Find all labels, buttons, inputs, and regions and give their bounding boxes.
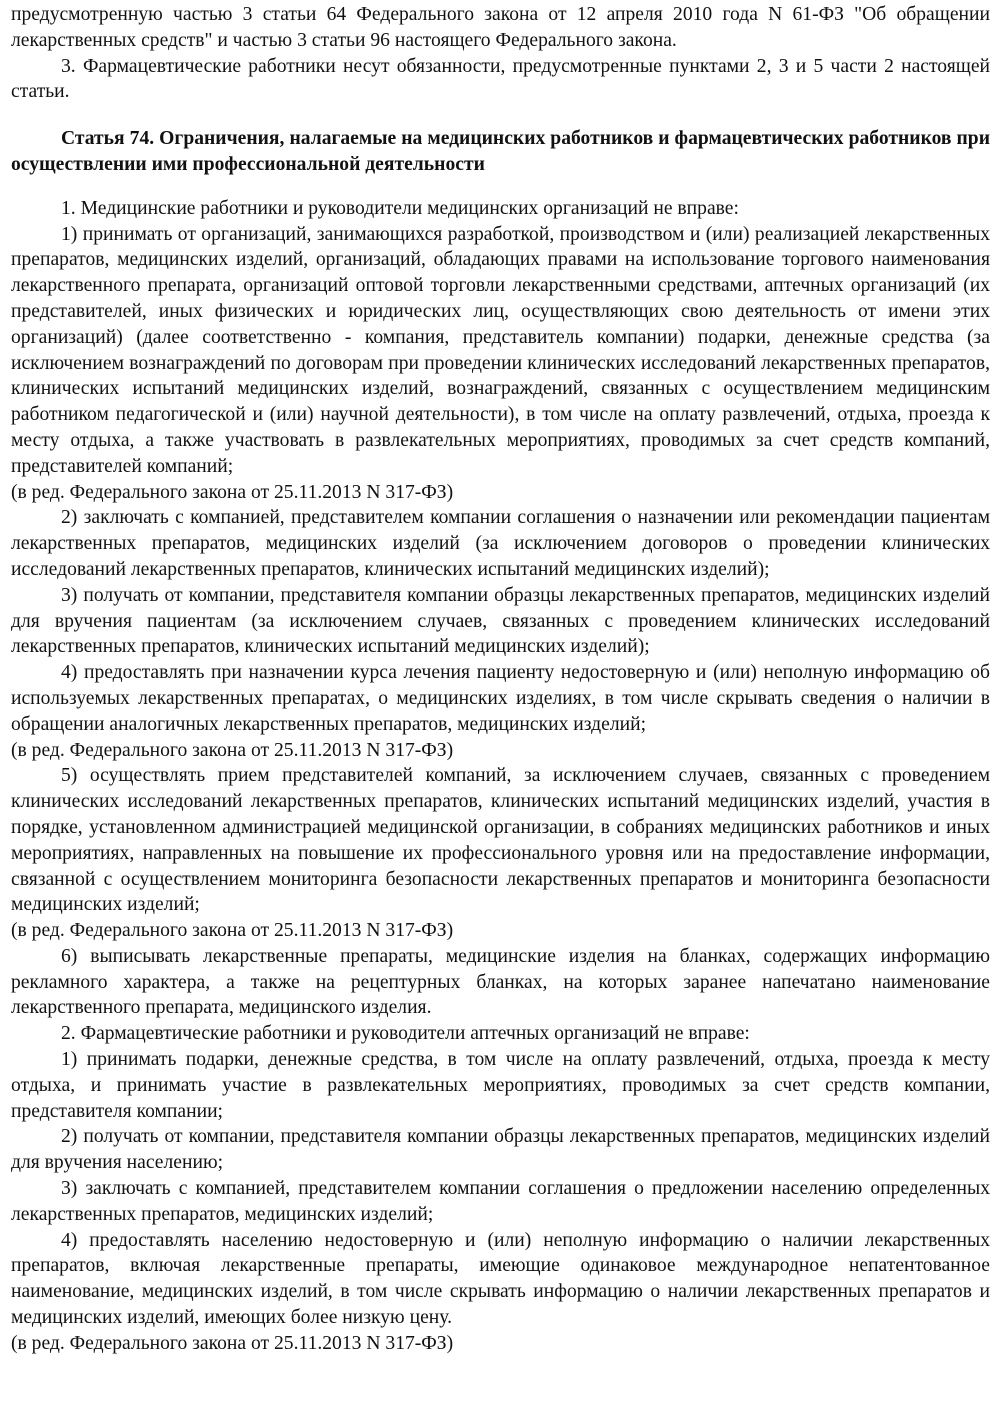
paragraph-continuation: предусмотренную частью 3 статьи 64 Федерального закона от 12 апреля 2010 года N 61-ФЗ "Об обращении лекарственных средств" и частью 3 статьи 96 настоящего Федерального закона. [11,4,990,51]
paragraph-item-1: 1) принимать от организаций, занимающихся разработкой, производством и (или) реализацией лекарственных препаратов, медицинских изделий, организаций, обладающих правами на использование торгового наименования лекарственного препарата, организаций оптовой торговли лекарственными средствами, аптечных организаций (их представителей, иных физических и юридических лиц, осуществляющих свою деятельность от имени этих организаций) (далее соответственно - компания, представитель компании) подарки, денежные средства (за исключением вознаграждений по договорам при проведении клинических исследований лекарственных препаратов, клинических испытаний медицинских изделий, вознаграждений, связанных с осуществлением медицинским работником педагогической и (или) научной деятельности), в том числе на оплату развлечений, отдыха, проезда к месту отдыха, а также участвовать в развлекательных мероприятиях, проводимых за счет средств компаний, представителей компаний; [11,223,990,477]
paragraph-part-1-intro: 1. Медицинские работники и руководители медицинских организаций не вправе: [61,197,739,219]
paragraph-item-5: 5) осуществлять прием представителей компаний, за исключением случаев, связанных с проведением клинических исследований лекарственных препаратов, клинических испытаний медицинских изделий, участия в порядке, установленном администрацией медицинской организации, в собраниях медицинских работников и иных мероприятиях, направленных на повышение их профессионального уровня или на предоставление информации, связанной с осуществлением мониторинга безопасности лекарственных препаратов и мониторинга безопасности медицинских изделий; [11,765,990,916]
article-heading: Статья 74. Ограничения, налагаемые на медицинских работников и фармацевтических работников при осуществлении ими профессиональной деятельности [11,128,990,175]
amendment-note: (в ред. Федерального закона от 25.11.2013 N 317-ФЗ) [11,739,454,761]
paragraph-item-6: 6) выписывать лекарственные препараты, медицинские изделия на бланках, содержащих информацию рекламного характера, а также на рецептурных бланках, на которых заранее напечатано наименование лекарственного препарата, медицинского изделия. [11,945,990,1019]
paragraph-item-2: 2) заключать с компанией, представителем компании соглашения о назначении или рекомендации пациентам лекарственных препаратов, медицинских изделий (за исключением договоров о проведении клинических исследований лекарственных препаратов, клинических испытаний медицинских изделий); [11,507,990,580]
amendment-note: (в ред. Федерального закона от 25.11.2013 N 317-ФЗ) [11,920,454,942]
amendment-note: (в ред. Федерального закона от 25.11.2013 N 317-ФЗ) [11,1332,454,1354]
document-page [11,2,990,1357]
paragraph-pharm-item-3: 3) заключать с компанией, представителем компании соглашения о предложении населению определенных лекарственных препаратов, медицинских изделий; [11,1178,990,1225]
paragraph-pharm-item-4: 4) предоставлять населению недостоверную и (или) неполную информацию о наличии лекарственных препаратов, включая лекарственные препараты, имеющие одинаковое международное непатентованное наименование, медицинских изделий, в том числе скрывать информацию о наличии лекарственных препаратов и медицинских изделий, имеющих более низкую цену. [11,1229,990,1329]
paragraph-pharm-item-1: 1) принимать подарки, денежные средства, в том числе на оплату развлечений, отдыха, проезда к месту отдыха, и принимать участие в развлекательных мероприятиях, проводимых за счет средств компании, представителя компании; [11,1049,990,1122]
amendment-note: (в ред. Федерального закона от 25.11.2013 N 317-ФЗ) [11,481,454,503]
paragraph-part-3: 3. Фармацевтические работники несут обязанности, предусмотренные пунктами 2, 3 и 5 части 2 настоящей статьи. [11,55,990,103]
paragraph-pharm-item-2: 2) получать от компании, представителя компании образцы лекарственных препаратов, медицинских изделий для вручения населению; [11,1126,990,1174]
paragraph-item-3: 3) получать от компании, представителя компании образцы лекарственных препаратов, медицинских изделий для вручения пациентам (за исключением случаев, связанных с проведением клинических исследований лекарственных препаратов, клинических испытаний медицинских изделий); [11,584,990,658]
paragraph-part-2-intro: 2. Фармацевтические работники и руководители аптечных организаций не вправе: [61,1023,750,1045]
paragraph-item-4: 4) предоставлять при назначении курса лечения пациенту недостоверную и (или) неполную информацию об используемых лекарственных препаратах, о медицинских изделиях, в том числе скрывать сведения о наличии в обращении аналогичных лекарственных препаратов, медицинских изделий; [11,662,990,735]
